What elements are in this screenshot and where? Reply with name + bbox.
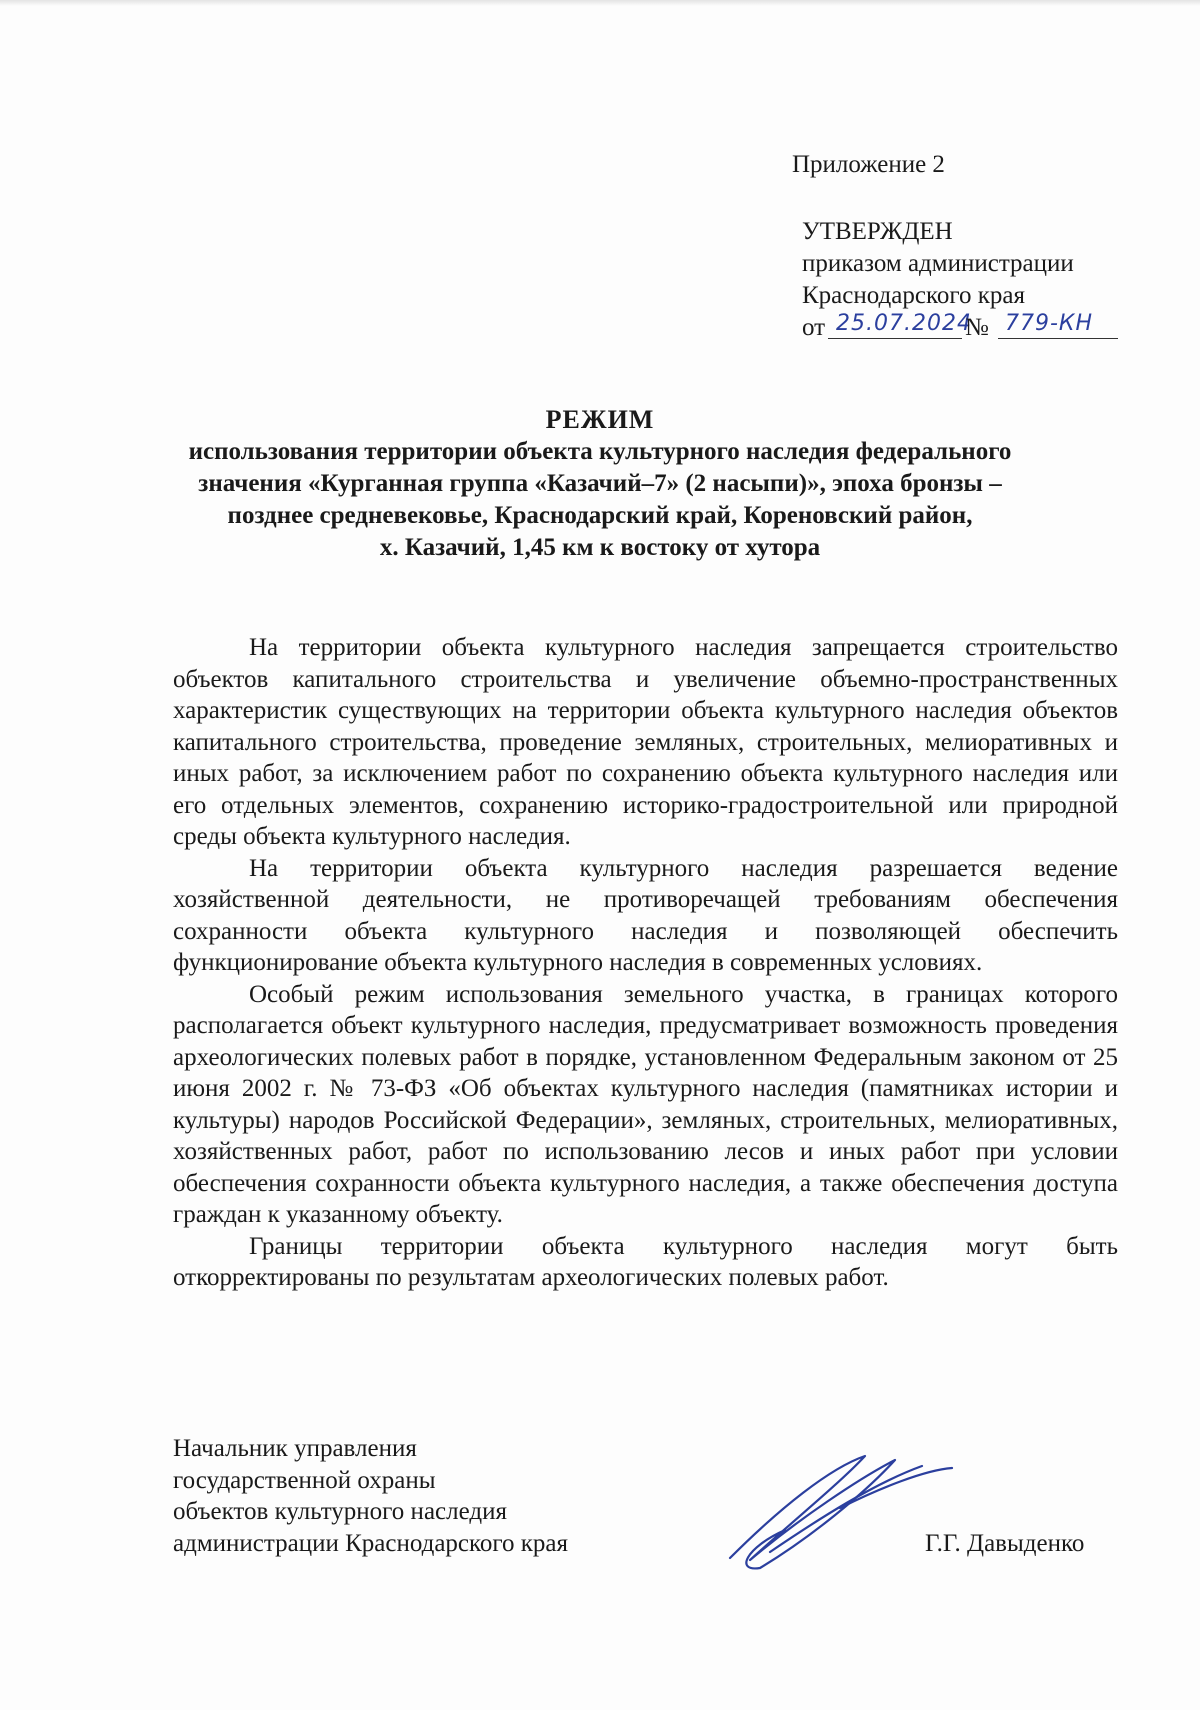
approved-heading: УТВЕРЖДЕН	[802, 218, 953, 245]
order-number-handwritten: 779-КН	[1005, 311, 1094, 336]
paragraph-permissions: На территории объекта культурного наследия разрешается ведение хозяйственной деятельности, не противоречащей требованиям обеспечения сохранности объекта культурного наследия и позволяющей обеспечить функционирование объекта культурного наследия в современных условиях.	[173, 854, 1118, 976]
order-line	[802, 311, 1094, 344]
paragraph-boundaries: Границы территории объекта культурного наследия могут быть откорректированы по результатам археологических полевых работ.	[173, 1232, 1118, 1291]
order-date-handwritten: 25.07.2024	[836, 311, 972, 336]
scan-edge	[0, 0, 1200, 6]
paragraph-prohibitions: На территории объекта культурного наследия запрещается строительство объектов капитального строительства и увеличение объемно-пространственных характеристик существующих на территории объекта культурного наследия объектов капитального строительства, проведение земляных, строительных, мелиоративных и иных работ, за исключением работ по сохранению объекта культурного наследия или его отдельных элементов, сохранению историко-градостроительной или природной среды объекта культурного наследия.	[173, 634, 1118, 850]
title-line-1: использования территории объекта культурного наследия федерального	[188, 438, 1012, 465]
signatory-name: Г.Г. Давыденко	[925, 1530, 1085, 1557]
position-line-1: Начальник управления	[173, 1435, 417, 1462]
approval-block	[802, 216, 1094, 344]
title-line-4: х. Казачий, 1,45 км к востоку от хутора	[379, 534, 821, 561]
handwritten-signature	[690, 1448, 960, 1578]
document-title	[150, 404, 1050, 564]
title-line-3: позднее средневековье, Краснодарский край, Кореновский район,	[227, 502, 973, 529]
signatory-position	[173, 1433, 568, 1559]
title-heading: РЕЖИМ	[545, 405, 655, 434]
position-line-3: объектов культурного наследия	[173, 1498, 507, 1525]
paragraph-special-regime: Особый режим использования земельного участка, в границах которого располагается объект культурного наследия, предусматривает возможность проведения археологических полевых работ в порядке, установленном Федеральным законом от 25 июня 2002 г. № 73-ФЗ «Об объектах культурного наследия (памятниках истории и культуры) народов Российской Федерации», земляных, строительных, мелиоративных, хозяйственных работ, работ по использованию лесов и иных работ при условии обеспечения сохранности объекта культурного наследия, а также обеспечения доступа граждан к указанному объекту.	[173, 980, 1118, 1228]
position-line-4: администрации Краснодарского края	[173, 1529, 569, 1557]
approved-by-line-1: приказом администрации	[802, 250, 1074, 277]
order-prefix: от	[802, 314, 826, 341]
title-line-2: значения «Курганная группа «Казачий–7» (2 насыпи)», эпоха бронзы –	[198, 470, 1002, 497]
order-number-label: №	[965, 314, 989, 341]
document-body	[173, 632, 1118, 1294]
appendix-label: Приложение 2	[792, 151, 945, 178]
position-line-2: государственной охраны	[173, 1466, 436, 1494]
approved-by-line-2: Краснодарского края	[802, 282, 1025, 309]
